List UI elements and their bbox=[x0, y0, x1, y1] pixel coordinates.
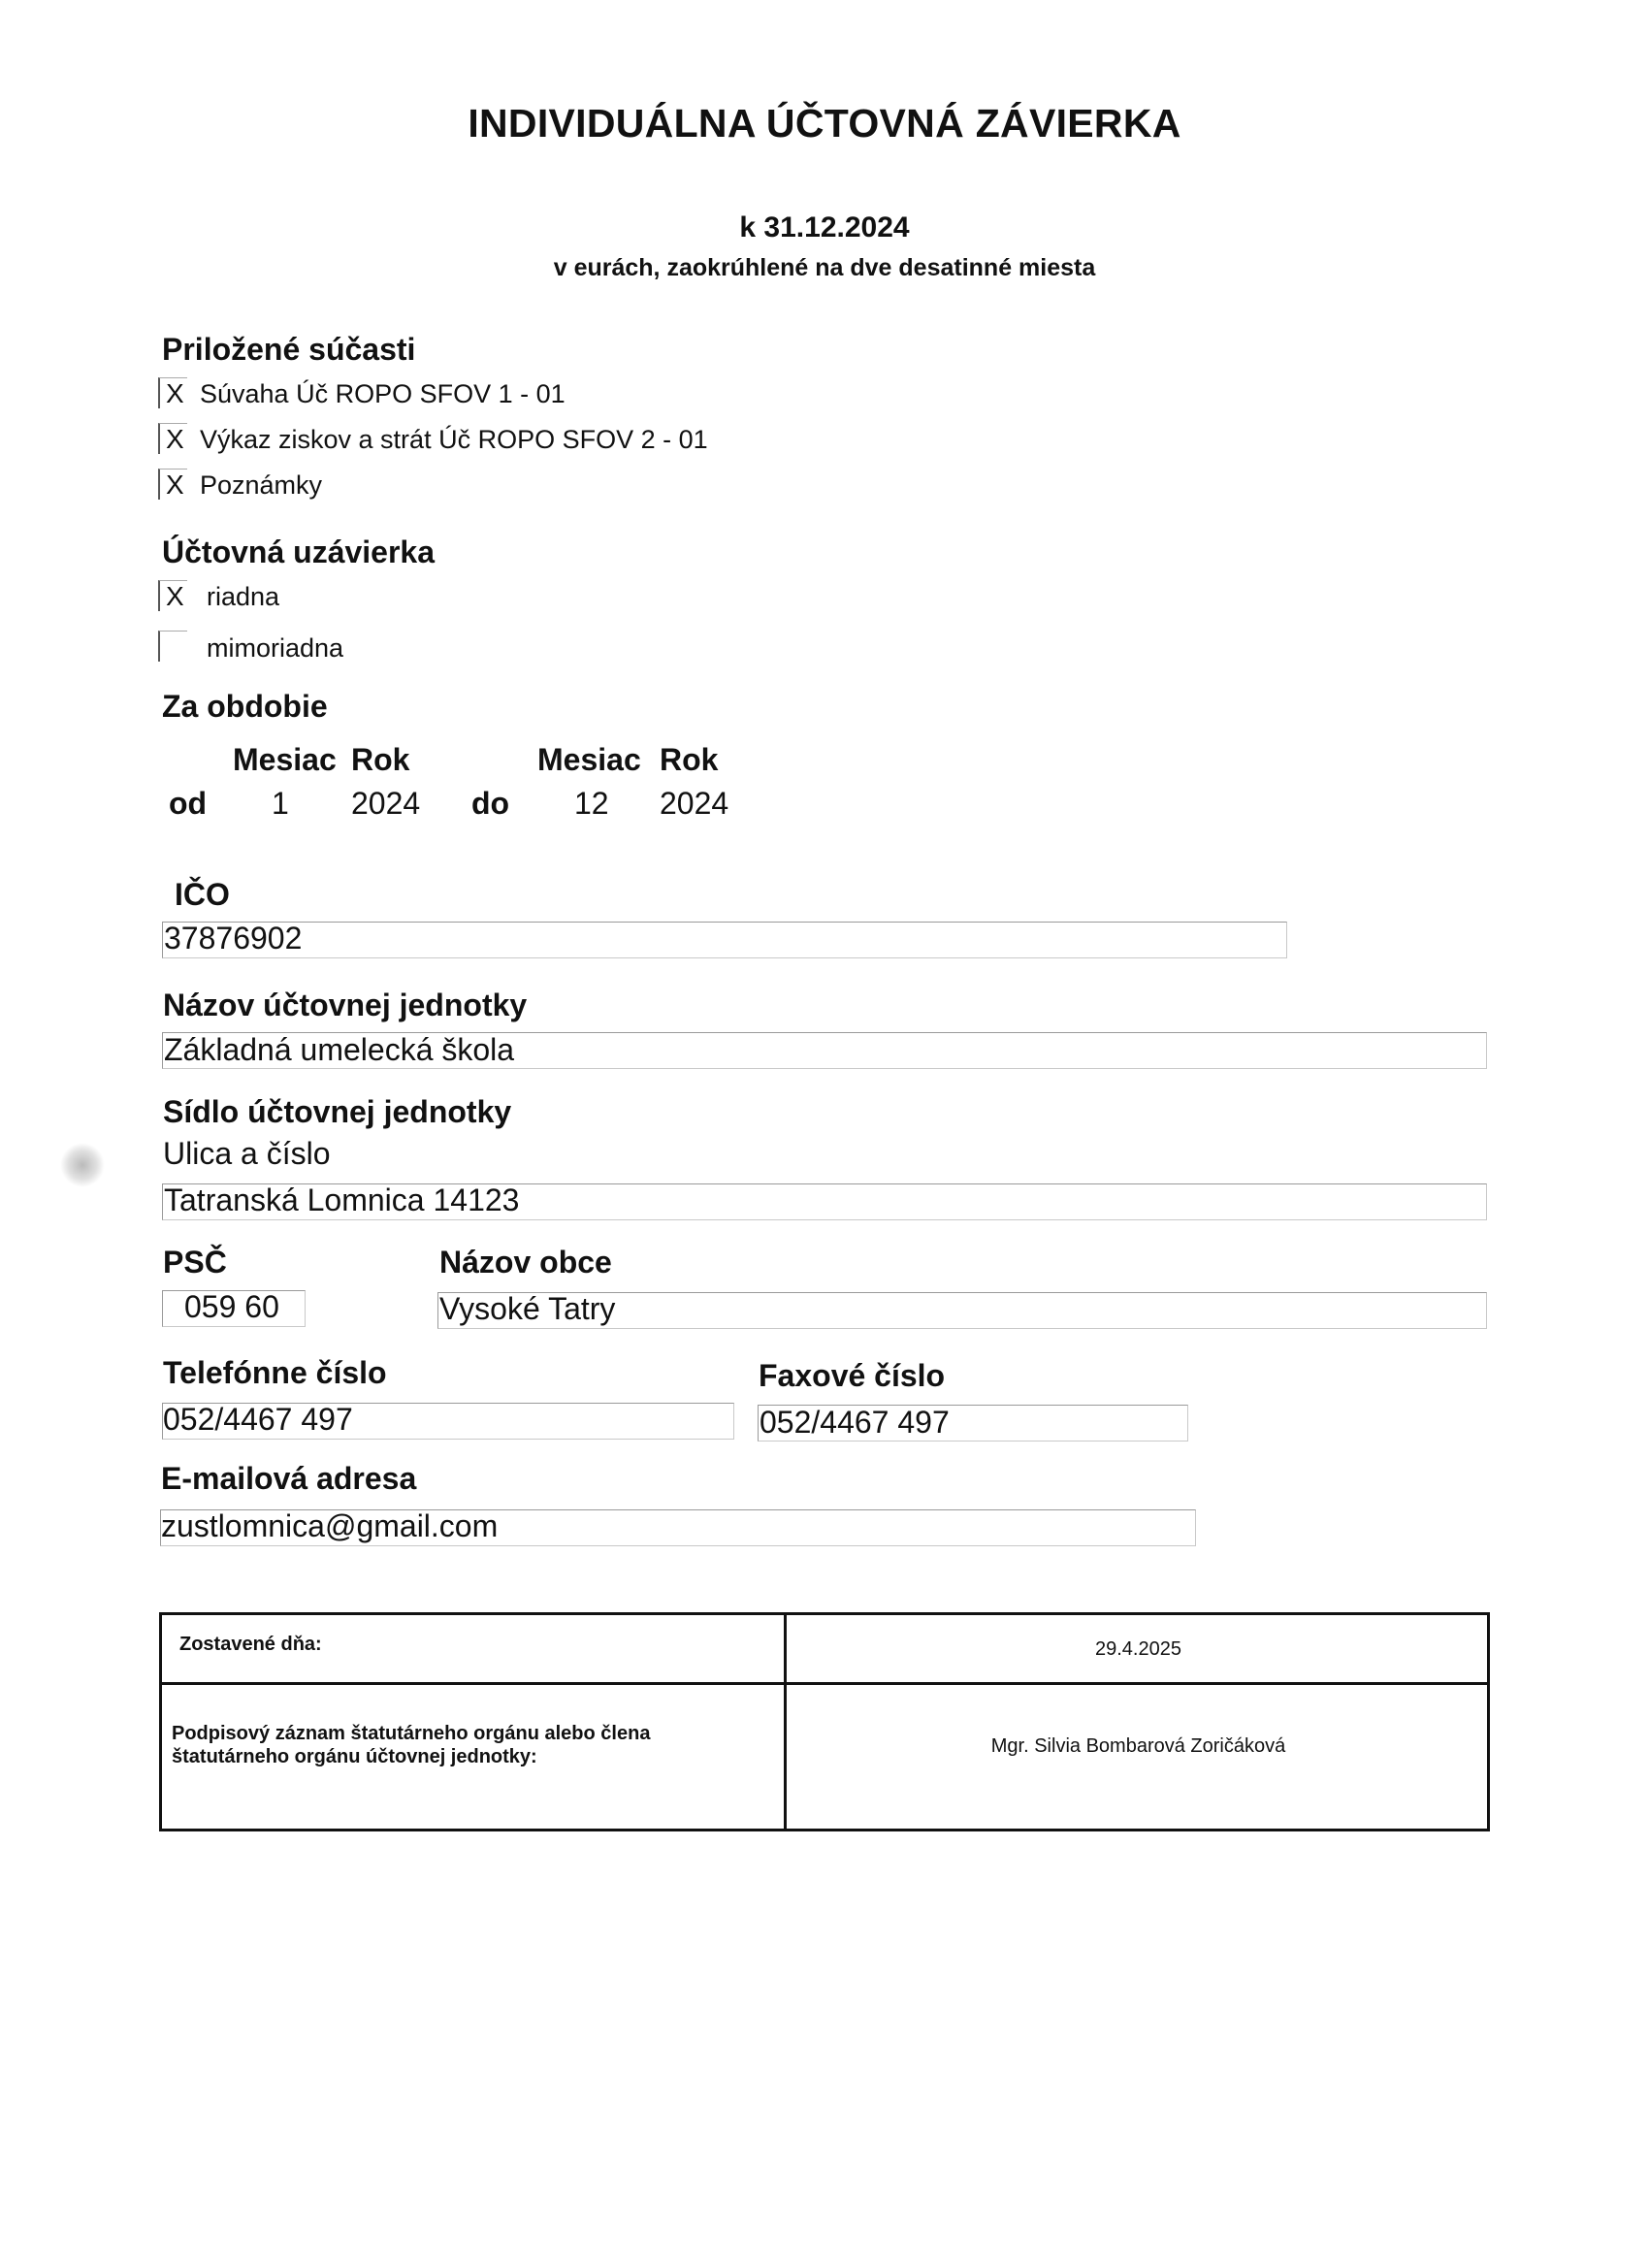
phone-value: 052/4467 497 bbox=[163, 1402, 353, 1437]
signatory-name: Mgr. Silvia Bombarová Zoričáková bbox=[990, 1735, 1286, 1757]
phone-label: Telefónne číslo bbox=[163, 1355, 387, 1390]
period-to-year: 2024 bbox=[660, 786, 729, 821]
address-label: Sídlo účtovnej jednotky bbox=[163, 1094, 512, 1129]
attachment-label-pl: Výkaz ziskov a strát Úč ROPO SFOV 2 - 01 bbox=[200, 425, 708, 454]
city-label: Názov obce bbox=[439, 1245, 612, 1280]
entity-name-label: Názov účtovnej jednotky bbox=[163, 988, 528, 1022]
period-to-year-label: Rok bbox=[660, 742, 719, 777]
period-to-month-label: Mesiac bbox=[537, 742, 641, 777]
entity-name-value: Základná umelecká škola bbox=[164, 1032, 515, 1067]
psc-value: 059 60 bbox=[184, 1289, 279, 1324]
closing-heading: Účtovná uzávierka bbox=[162, 535, 436, 569]
fax-value: 052/4467 497 bbox=[760, 1405, 950, 1440]
street-label: Ulica a číslo bbox=[163, 1136, 331, 1171]
psc-label: PSČ bbox=[163, 1245, 227, 1280]
attachment-label-balance: Súvaha Úč ROPO SFOV 1 - 01 bbox=[200, 379, 566, 408]
table-horizontal-divider bbox=[162, 1682, 1487, 1685]
closing-checkbox-regular[interactable]: X bbox=[158, 580, 187, 611]
period-from-label: od bbox=[169, 786, 208, 821]
period-to-label: do bbox=[471, 786, 510, 821]
attachments-heading: Priložené súčasti bbox=[162, 332, 416, 367]
compiled-date-label: Zostavené dňa: bbox=[179, 1634, 322, 1655]
attachment-checkbox-pl[interactable]: X bbox=[158, 423, 187, 454]
period-from-year-label: Rok bbox=[351, 742, 410, 777]
scan-smudge bbox=[60, 1143, 105, 1187]
street-value: Tatranská Lomnica 14123 bbox=[164, 1183, 520, 1217]
signature-record-label: Podpisový záznam štatutárneho orgánu alebo člena štatutárneho orgánu účtovnej jednotky: bbox=[172, 1723, 651, 1767]
fax-label: Faxové číslo bbox=[759, 1358, 946, 1393]
period-to-month: 12 bbox=[574, 786, 609, 821]
signature-table bbox=[159, 1612, 1490, 1831]
city-value: Vysoké Tatry bbox=[439, 1291, 616, 1326]
period-from-month-label: Mesiac bbox=[233, 742, 337, 777]
period-heading: Za obdobie bbox=[162, 689, 328, 724]
report-subtitle: v eurách, zaokrúhlené na dve desatinné miesta bbox=[553, 254, 1096, 281]
email-value: zustlomnica@gmail.com bbox=[161, 1508, 499, 1543]
period-from-year: 2024 bbox=[351, 786, 421, 821]
attachment-checkbox-notes[interactable]: X bbox=[158, 469, 187, 500]
report-date: k 31.12.2024 bbox=[739, 211, 910, 243]
closing-label-extraordinary: mimoriadna bbox=[207, 633, 344, 663]
email-label: E-mailová adresa bbox=[161, 1461, 417, 1496]
ico-label: IČO bbox=[175, 877, 230, 912]
closing-checkbox-extraordinary[interactable] bbox=[158, 631, 187, 662]
attachment-label-notes: Poznámky bbox=[200, 470, 323, 500]
attachment-checkbox-balance[interactable]: X bbox=[158, 377, 187, 408]
ico-field[interactable] bbox=[162, 922, 1287, 958]
ico-value: 37876902 bbox=[164, 921, 303, 956]
document-title: INDIVIDUÁLNA ÚČTOVNÁ ZÁVIERKA bbox=[468, 101, 1181, 146]
closing-label-regular: riadna bbox=[207, 582, 280, 611]
period-from-month: 1 bbox=[272, 786, 289, 821]
compiled-date-value: 29.4.2025 bbox=[1095, 1638, 1181, 1660]
